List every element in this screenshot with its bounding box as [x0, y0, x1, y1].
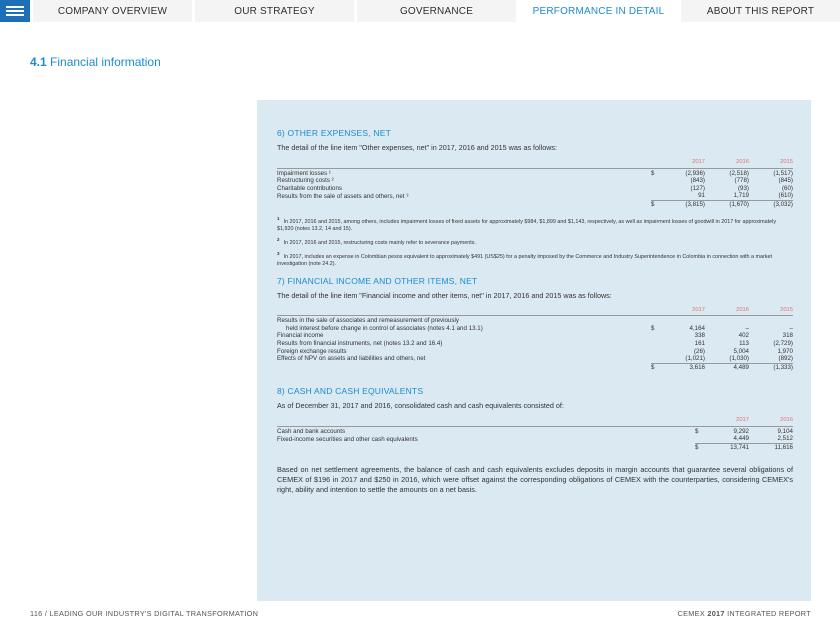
currency-symbol: [651, 177, 661, 185]
note-7: [277, 276, 793, 373]
cell-value: (778): [734, 177, 749, 185]
cash-paragraph: Based on net settlement agreements, the balance of cash and cash equivalents excludes deposits in margin accounts that guarantee several obligations of CEMEX of $196 in 2017 and $250 in 2016, which were offset against the corresponding obligations of CEMEX with the counterparties, considering CEMEX's right, ability and intention to settle the amounts on a net basis.: [277, 464, 793, 494]
cell-value: 338: [694, 332, 705, 340]
hamburger-menu-icon[interactable]: [0, 0, 30, 22]
currency-symbol: $: [651, 169, 655, 177]
tab-company-overview[interactable]: COMPANY OVERVIEW: [30, 0, 192, 22]
table-row: [277, 185, 793, 193]
note-7-intro: The detail of the line item "Financial income and other items, net" in 2017, 2016 and 2015 was as follows:: [277, 290, 612, 300]
year-header: 2015: [749, 158, 793, 168]
currency-symbol: $: [695, 444, 705, 453]
note-6-intro: The detail of the line item "Other expenses, net" in 2017, 2016 and 2015 was as follows:: [277, 143, 557, 152]
cell-value: –: [745, 324, 749, 332]
currency-symbol: [651, 348, 661, 356]
row-label: Charitable contributions: [277, 184, 343, 192]
total-row: [277, 363, 793, 372]
table-row: [277, 355, 793, 363]
financial-notes: [277, 128, 793, 503]
note-6-heading: 6) OTHER EXPENSES, NET: [277, 128, 391, 138]
total-value: 3,616: [661, 363, 705, 372]
footnote: $^3$In 2017, includes an expense in Colombian pesos equivalent to approximately $491 (US$25) for a penalty imposed by the Commerce and Industry Superintendence in Colombia in connection with a market investigation (note 24.2).: [277, 250, 772, 267]
cash-equivalents-table: [277, 416, 793, 452]
year-header-row: [277, 306, 793, 316]
currency-symbol: [651, 192, 661, 200]
cell-value: (843): [690, 177, 705, 185]
total-value: (3,032): [749, 200, 793, 209]
financial-income-table: [277, 306, 793, 373]
year-header: 2016: [705, 306, 749, 316]
table-row: [277, 325, 793, 333]
other-expenses-table: [277, 158, 793, 209]
year-header: 2017: [661, 306, 705, 316]
table-row: [277, 168, 793, 177]
total-value: (1,333): [749, 363, 793, 372]
footer-report-title: CEMEX 2017 INTEGRATED REPORT: [677, 609, 811, 618]
footnote: $^2$In 2017, 2016 and 2015, restructuring costs mainly refer to severance payments.: [277, 237, 476, 246]
cell-value: 1,970: [777, 347, 793, 355]
section-number: 4.1: [30, 55, 47, 69]
table-row: [277, 426, 793, 435]
year-header-row: [277, 416, 793, 426]
cell-value: (845): [778, 177, 793, 185]
tab-governance[interactable]: GOVERNANCE: [354, 0, 516, 22]
currency-symbol: [651, 340, 661, 348]
year-header: 2017: [705, 416, 749, 426]
currency-symbol: [695, 435, 705, 443]
cell-value: (2,518): [729, 169, 749, 177]
currency-symbol: $: [695, 427, 699, 435]
total-value: 4,489: [705, 363, 749, 372]
cell-value: 9,292: [733, 427, 749, 435]
note-8: [277, 386, 793, 495]
cell-value: (892): [778, 355, 793, 363]
currency-symbol: [651, 185, 661, 193]
cell-value: (610): [778, 192, 793, 200]
row-label: Effects of NPV on assets and liabilities and others, net: [277, 355, 426, 363]
note-7-heading: 7) FINANCIAL INCOME AND OTHER ITEMS, NET: [277, 275, 478, 286]
footer-page-label: 116 / LEADING OUR INDUSTRY'S DIGITAL TRANSFORMATION: [30, 609, 259, 618]
tab-our-strategy[interactable]: OUR STRATEGY: [192, 0, 354, 22]
cell-value: 2,512: [777, 435, 793, 443]
total-row: [277, 200, 793, 209]
footnotes: [277, 215, 793, 267]
cell-value: (60): [781, 184, 793, 192]
cell-value: –: [789, 324, 793, 332]
total-value: 11,616: [749, 444, 793, 453]
cell-value: 9,104: [777, 427, 793, 435]
row-label: Cash and bank accounts: [277, 427, 346, 435]
year-header-row: [277, 158, 793, 168]
total-value: (3,815): [661, 200, 705, 209]
section-title: [30, 55, 161, 69]
table-row: [277, 332, 793, 340]
currency-symbol: $: [651, 363, 661, 372]
year-header: 2017: [661, 158, 705, 168]
year-header: 2016: [749, 416, 793, 426]
cell-value: 161: [694, 340, 705, 348]
table-row: [277, 177, 793, 185]
row-label: Impairment losses ¹: [277, 169, 331, 177]
cell-value: 113: [739, 340, 749, 348]
table-row: [277, 192, 793, 200]
currency-symbol: $: [651, 200, 661, 209]
row-label: Restructuring costs ²: [277, 177, 334, 185]
cell-value: 318: [782, 332, 793, 340]
note-6: [277, 128, 793, 268]
row-label: Results from the sale of assets and others, net ³: [277, 192, 409, 200]
total-row: [277, 444, 793, 453]
tab-performance-in-detail[interactable]: PERFORMANCE IN DETAIL: [516, 0, 678, 22]
total-value: (1,670): [705, 200, 749, 209]
cell-value: (2,729): [773, 340, 793, 348]
cell-value: (2,936): [685, 169, 705, 177]
currency-symbol: $: [651, 324, 655, 332]
cell-value: (1,030): [729, 355, 749, 363]
cell-value: (127): [690, 184, 705, 192]
cell-value: 91: [698, 192, 705, 200]
cell-value: 402: [738, 332, 749, 340]
cell-value: (1,021): [685, 355, 705, 363]
row-label: Results in the sale of associates and remeasurement of previously: [277, 317, 459, 325]
top-navigation: [0, 0, 840, 22]
cell-value: (1,517): [773, 169, 793, 177]
note-8-heading: 8) CASH AND CASH EQUIVALENTS: [277, 386, 424, 397]
section-name: Financial information: [50, 55, 161, 69]
row-label: Foreign exchange results: [277, 347, 347, 355]
cell-value: (26): [693, 347, 705, 355]
cell-value: 5,004: [733, 347, 749, 355]
year-header: 2015: [749, 306, 793, 316]
row-label: Results from financial instruments, net (notes 13.2 and 16.4): [277, 340, 443, 348]
table-row: [277, 348, 793, 356]
row-label: held interest before change in control of associates (notes 4.1 and 13.1): [286, 324, 483, 332]
table-row: [277, 316, 793, 325]
cell-value: 4,449: [733, 435, 749, 443]
tab-about-this-report[interactable]: ABOUT THIS REPORT: [678, 0, 840, 22]
cell-value: (93): [737, 184, 749, 192]
cell-value: 4,164: [689, 324, 705, 332]
note-8-intro: As of December 31, 2017 and 2016, consolidated cash and cash equivalents consisted of:: [277, 401, 564, 411]
year-header: 2016: [705, 158, 749, 168]
cell-value: 1,719: [733, 192, 749, 200]
currency-symbol: [651, 332, 661, 340]
total-value: 13,741: [705, 444, 749, 453]
table-row: [277, 435, 793, 443]
table-row: [277, 340, 793, 348]
row-label: Financial income: [277, 332, 324, 340]
currency-symbol: [651, 355, 661, 363]
row-label: Fixed-income securities and other cash equivalents: [277, 435, 418, 443]
footnote: $^1$In 2017, 2016 and 2015, among others, includes impairment losses of fixed assets for approximately $984, $1,899 and $1,143, respectively, as well as impairment losses of goodwill in 2017 for approximately $1,920 (notes 13.2, 14 and 15).: [277, 216, 777, 233]
